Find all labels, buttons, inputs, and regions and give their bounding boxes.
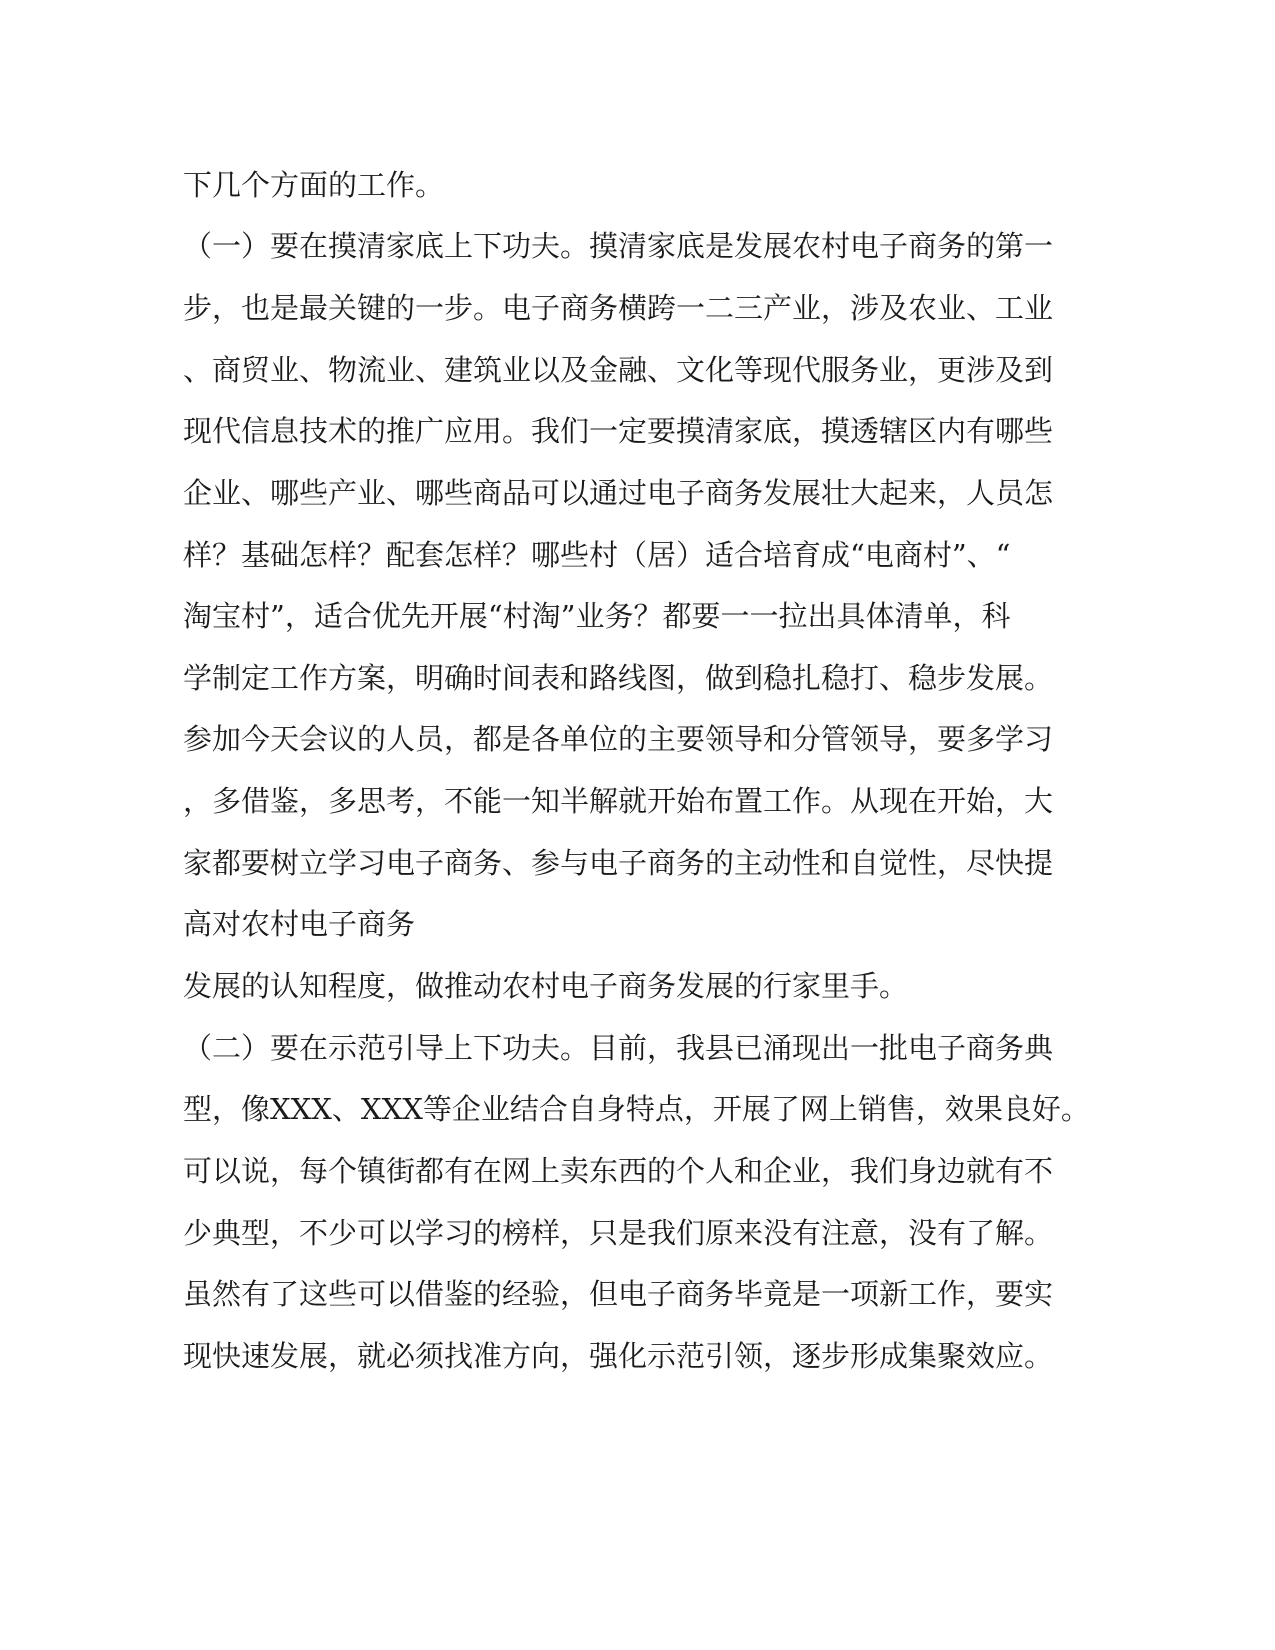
text-line: 下几个方面的工作。 bbox=[183, 168, 445, 202]
text-line: 企业、哪些产业、哪些商品可以通过电子商务发展壮大起来，人员怎 bbox=[183, 476, 1054, 510]
text-line: ，多借鉴，多思考，不能一知半解就开始布置工作。从现在开始，大 bbox=[183, 784, 1054, 818]
text-line: 虽然有了这些可以借鉴的经验，但电子商务毕竟是一项新工作，要实 bbox=[183, 1277, 1054, 1311]
text-line: 步，也是最关键的一步。电子商务横跨一二三产业，涉及农业、工业 bbox=[183, 291, 1054, 325]
text-line: 家都要树立学习电子商务、参与电子商务的主动性和自觉性，尽快提 bbox=[183, 846, 1054, 880]
text-line: 可以说，每个镇街都有在网上卖东西的个人和企业，我们身边就有不 bbox=[183, 1154, 1054, 1188]
text-line: 参加今天会议的人员，都是各单位的主要领导和分管领导，要多学习 bbox=[183, 722, 1054, 756]
text-line: 少典型，不少可以学习的榜样，只是我们原来没有注意，没有了解。 bbox=[183, 1216, 1054, 1250]
text-line: 现快速发展，就必须找准方向，强化示范引领，逐步形成集聚效应。 bbox=[183, 1339, 1054, 1373]
text-line: 淘宝村”，适合优先开展“村淘”业务？都要一一拉出具体清单，科 bbox=[183, 599, 1011, 633]
text-line: 现代信息技术的推广应用。我们一定要摸清家底，摸透辖区内有哪些 bbox=[183, 414, 1054, 448]
text-line: 发展的认知程度，做推动农村电子商务发展的行家里手。 bbox=[183, 969, 909, 1003]
text-line: 样？基础怎样？配套怎样？哪些村（居）适合培育成“电商村”、“ bbox=[183, 538, 1011, 572]
text-line: （二）要在示范引导上下功夫。目前，我县已涌现出一批电子商务典 bbox=[183, 1031, 1054, 1065]
text-line: 学制定工作方案，明确时间表和路线图，做到稳扎稳打、稳步发展。 bbox=[183, 661, 1054, 695]
text-line: （一）要在摸清家底上下功夫。摸清家底是发展农村电子商务的第一 bbox=[183, 229, 1054, 263]
text-line: 、商贸业、物流业、建筑业以及金融、文化等现代服务业，更涉及到 bbox=[183, 353, 1054, 387]
text-line: 型，像XXX、XXX等企业结合自身特点，开展了网上销售，效果良好。 bbox=[183, 1092, 1090, 1126]
text-line: 高对农村电子商务 bbox=[183, 907, 416, 941]
